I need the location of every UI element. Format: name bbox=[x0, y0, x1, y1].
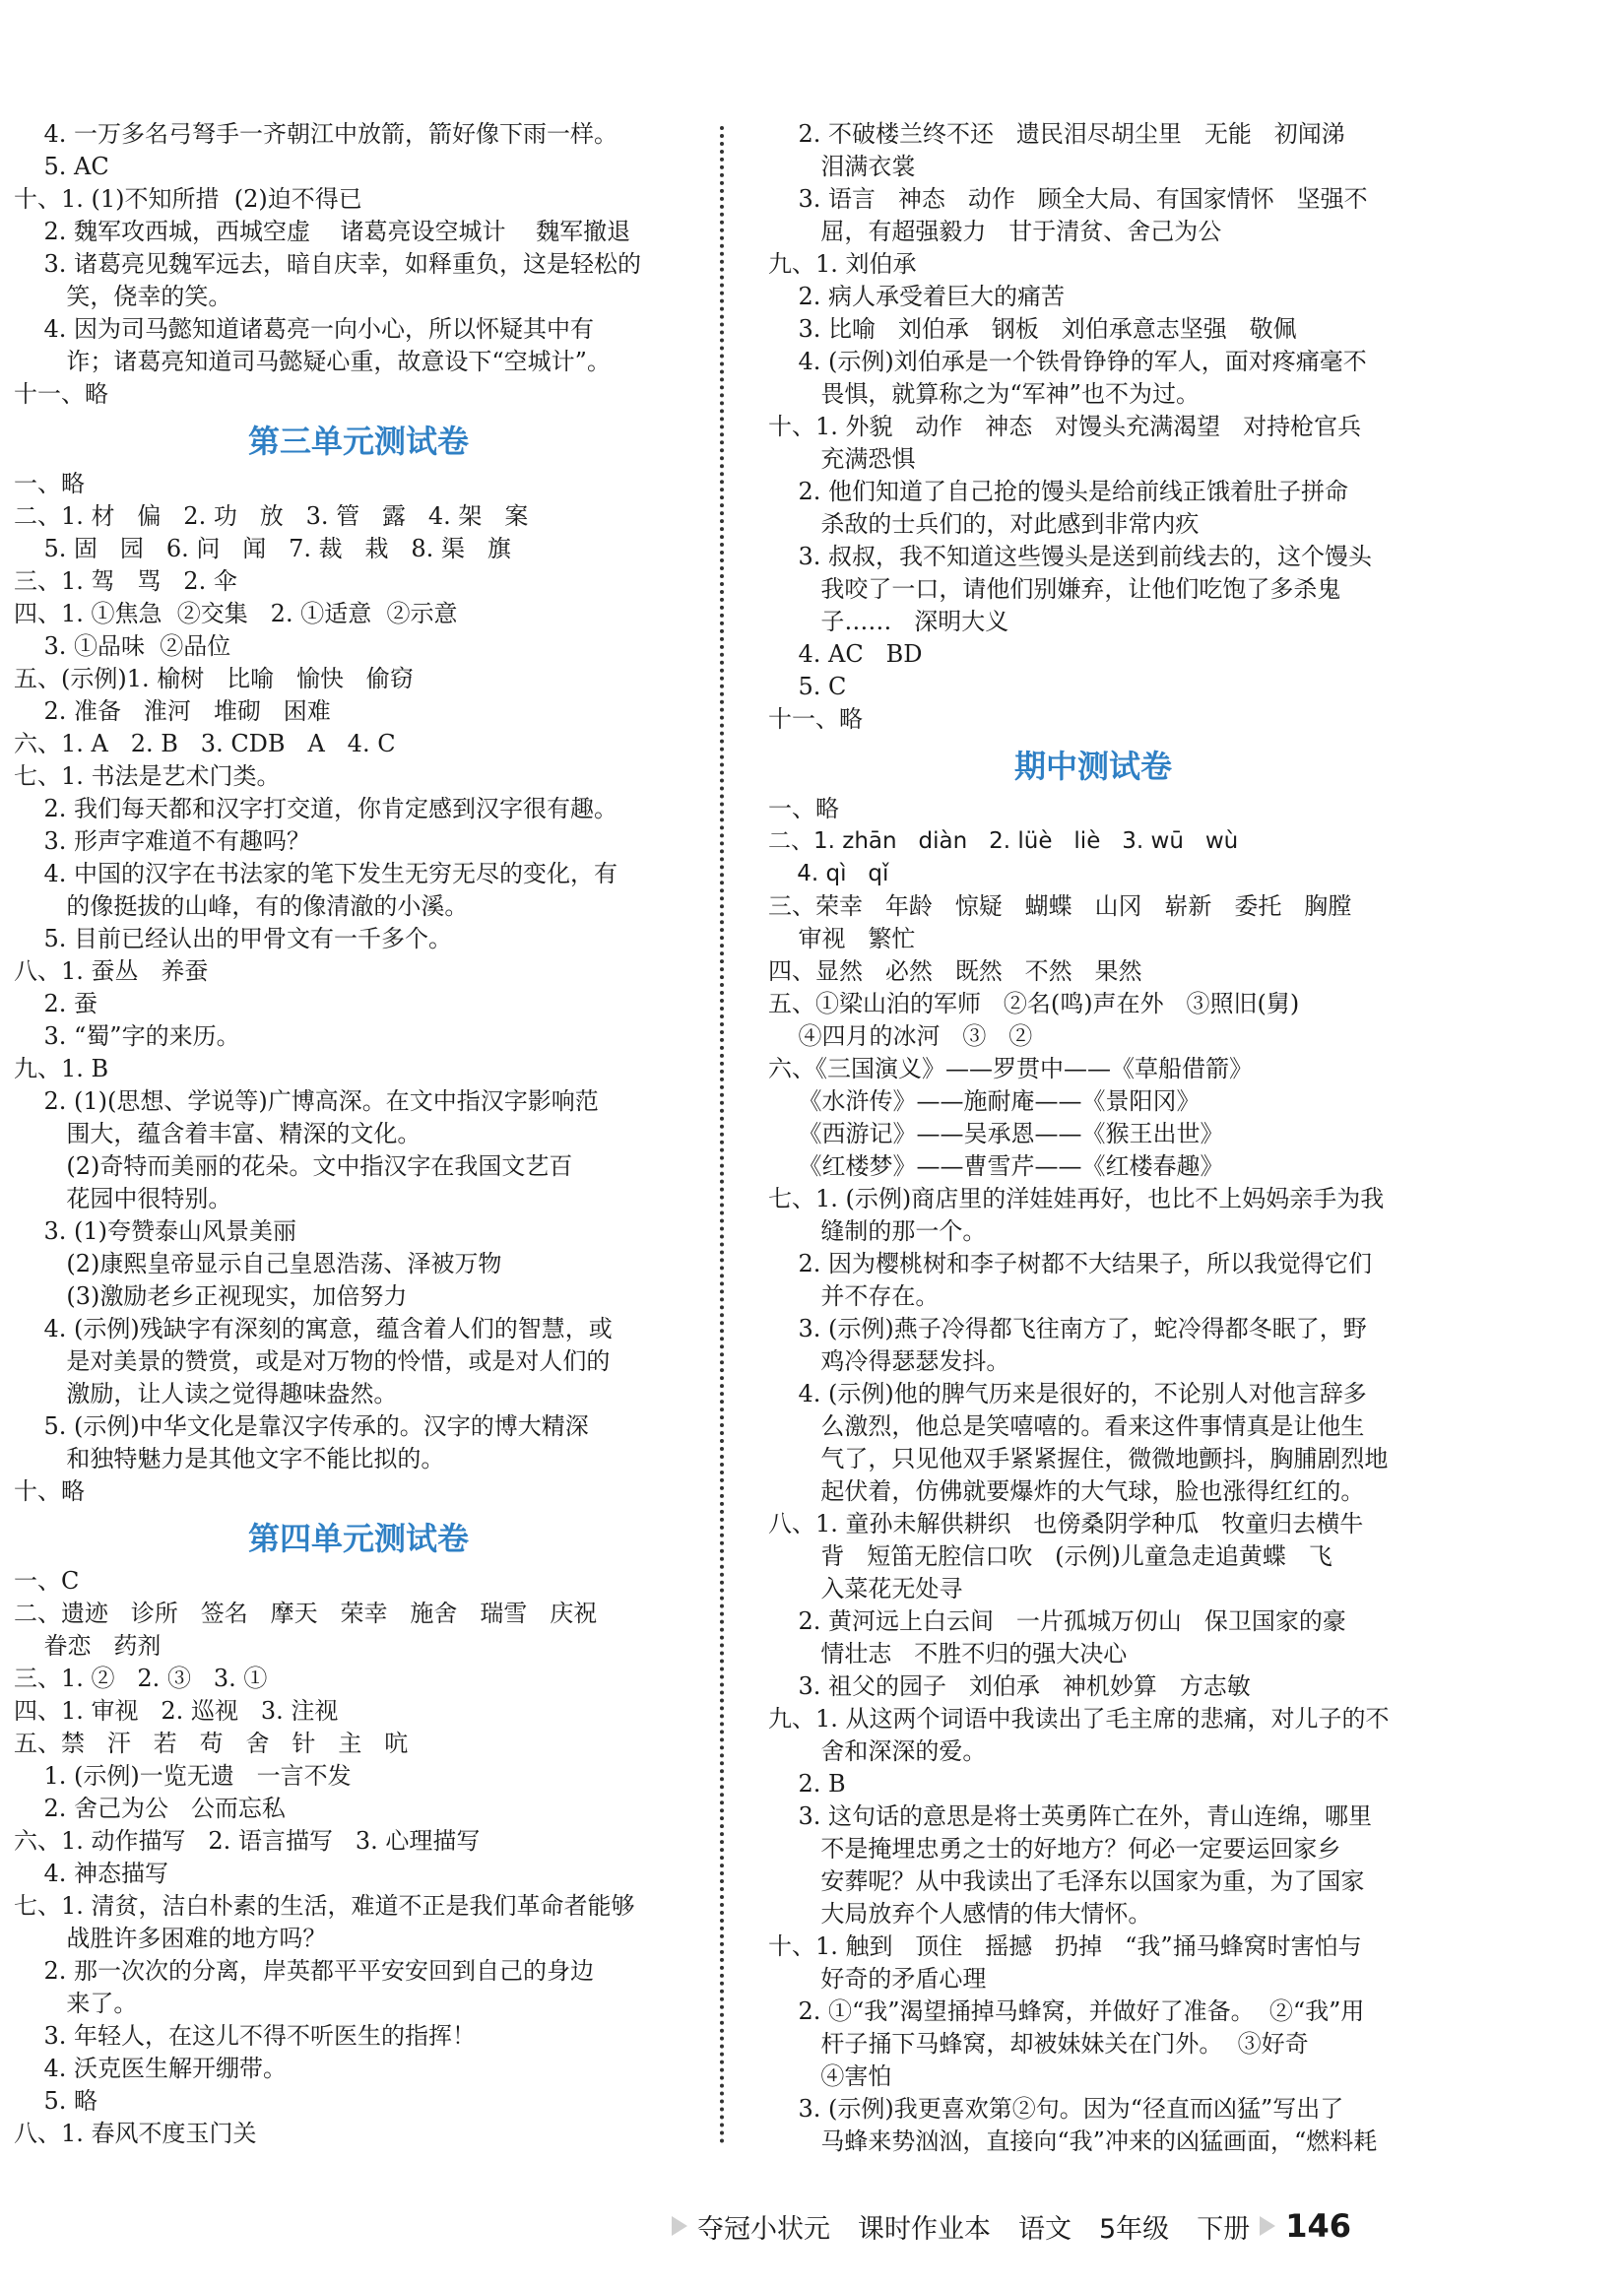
answer-line: 5. 目前已经认出的甲骨文有一千多个。 bbox=[14, 925, 453, 952]
answer-line: 3. 形声字难道不有趣吗？ bbox=[14, 827, 311, 855]
answer-line: 我咬了一口，请他们别嫌弃，让他们吃饱了多杀鬼 bbox=[768, 575, 1341, 603]
answer-line: 3. 这句话的意思是将士英勇阵亡在外，青山连绵，哪里 bbox=[768, 1802, 1373, 1830]
section-heading: 期中测试卷 bbox=[1013, 748, 1172, 785]
answer-line: (2)奇特而美丽的花朵。文中指汉字在我国文艺百 bbox=[14, 1152, 573, 1180]
answer-line: 并不存在。 bbox=[768, 1282, 940, 1310]
answer-line: 二、1. 材 偏 2. 功 放 3. 管 露 4. 架 案 bbox=[14, 502, 529, 530]
answer-line: 八、1. 童孙未解供耕织 也傍桑阴学种瓜 牧童归去横牛 bbox=[768, 1510, 1364, 1538]
answer-line: 九、1. B bbox=[14, 1055, 109, 1082]
answer-line: 3. 年轻人，在这儿不得不听医生的指挥！ bbox=[14, 2022, 477, 2050]
answer-line: 诈；诸葛亮知道司马懿疑心重，故意设下“空城计”。 bbox=[14, 348, 611, 375]
answer-line: 一、略 bbox=[14, 470, 85, 497]
answer-line: 4. 神态描写 bbox=[14, 1860, 169, 1887]
column-divider bbox=[720, 126, 724, 2145]
answer-line: 是对美景的赞赏，或是对万物的怜惜，或是对人们的 bbox=[14, 1347, 611, 1375]
answer-line: 4. (示例)残缺字有深刻的寓意，蕴含着人们的智慧，或 bbox=[14, 1315, 613, 1342]
answer-line: ④四月的冰河 ③ ② bbox=[768, 1022, 1033, 1050]
section-heading: 第四单元测试卷 bbox=[247, 1520, 469, 1557]
answer-line: 5. C bbox=[768, 673, 847, 700]
answer-line: 4. (示例)刘伯承是一个铁骨铮铮的军人，面对疼痛毫不 bbox=[768, 348, 1367, 375]
answer-line: 缝制的那一个。 bbox=[768, 1217, 987, 1245]
footer-volume: 下册 bbox=[1197, 2213, 1251, 2245]
arrow-icon bbox=[1260, 2216, 1275, 2236]
answer-line: 十、1. 触到 顶住 摇撼 扔掉 “我”捅马蜂窝时害怕与 bbox=[768, 1932, 1362, 1960]
footer-grade: 5年级 bbox=[1099, 2213, 1170, 2245]
answer-line: 3. (示例)燕子冷得都飞往南方了，蛇冷得都冬眠了，野 bbox=[768, 1315, 1367, 1342]
answer-line: 4. qì qǐ bbox=[768, 861, 889, 886]
answer-line: 3. ①品味 ②品位 bbox=[14, 632, 231, 660]
answer-line: 2. (1)(思想、学说等)广博高深。在文中指汉字影响范 bbox=[14, 1087, 599, 1115]
answer-line: (3)激励老乡正视现实，加倍努力 bbox=[14, 1282, 408, 1310]
answer-line: 一、C bbox=[14, 1567, 80, 1595]
answer-line: 十、1. (1)不知所措 (2)迫不得已 bbox=[14, 185, 362, 213]
answer-line: 九、1. 刘伯承 bbox=[768, 250, 917, 278]
answer-line: 屈，有超强毅力 甘于清贫、舍己为公 bbox=[768, 218, 1222, 245]
answer-line: 五、(示例)1. 榆树 比喻 愉快 偷窃 bbox=[14, 665, 414, 692]
answer-line: (2)康熙皇帝显示自己皇恩浩荡、泽被万物 bbox=[14, 1250, 502, 1277]
answer-line: 七、1. 清贫，洁白朴素的生活，难道不正是我们革命者能够 bbox=[14, 1892, 635, 1920]
answer-line: 舍和深深的爱。 bbox=[768, 1737, 987, 1765]
answer-line: 3. “蜀”字的来历。 bbox=[14, 1022, 240, 1050]
answer-line: 十、略 bbox=[14, 1477, 85, 1505]
answer-line: 四、显然 必然 既然 不然 果然 bbox=[768, 957, 1142, 985]
answer-line: 2. 魏军攻西城，西城空虚 诸葛亮设空城计 魏军撤退 bbox=[14, 218, 631, 245]
answer-line: 畏惧，就算称之为“军神”也不为过。 bbox=[768, 380, 1200, 408]
answer-line: 三、荣幸 年龄 惊疑 蝴蝶 山冈 崭新 委托 胸膛 bbox=[768, 892, 1352, 920]
answer-line: 2. ①“我”渴望捅掉马蜂窝，并做好了准备。 ②“我”用 bbox=[768, 1997, 1365, 2025]
answer-line: 十一、略 bbox=[768, 705, 863, 733]
answer-line: 子…… 深明大义 bbox=[768, 608, 1009, 635]
answer-line: 2. 舍己为公 公而忘私 bbox=[14, 1795, 286, 1822]
answer-line: 四、1. ①焦急 ②交集 2. ①适意 ②示意 bbox=[14, 600, 458, 627]
answer-line: 《水浒传》——施耐庵——《景阳冈》 bbox=[768, 1087, 1201, 1115]
answer-line: 六、1. 动作描写 2. 语言描写 3. 心理描写 bbox=[14, 1827, 481, 1855]
answer-line: 五、①梁山泊的军师 ②名(鸣)声在外 ③照旧(舅) bbox=[768, 990, 1300, 1017]
answer-line: 和独特魅力是其他文字不能比拟的。 bbox=[14, 1445, 445, 1472]
answer-line: 5. 固 园 6. 问 闻 7. 裁 栽 8. 渠 旗 bbox=[14, 535, 511, 562]
left-answer-column bbox=[14, 118, 703, 2150]
answer-line: 3. (示例)我更喜欢第②句。因为“径直而凶猛”写出了 bbox=[768, 2095, 1344, 2123]
answer-line: 2. 那一次次的分离，岸英都平平安安回到自己的身边 bbox=[14, 1957, 595, 1985]
answer-line: 3. 诸葛亮见魏军远去，暗自庆幸，如释重负，这是轻松的 bbox=[14, 250, 642, 278]
answer-line: 二、1. zhān diàn 2. lüè liè 3. wū wù bbox=[768, 828, 1239, 854]
footer-book: 课时作业本 bbox=[858, 2213, 991, 2245]
answer-line: 起伏着，仿佛就要爆炸的大气球，脸也涨得红红的。 bbox=[768, 1477, 1365, 1505]
answer-line: 3. 祖父的园子 刘伯承 神机妙算 方志敏 bbox=[768, 1672, 1251, 1700]
answer-line: 十、1. 外貌 动作 神态 对馒头充满渴望 对持枪官兵 bbox=[768, 413, 1362, 440]
answer-line: 马蜂来势汹汹，直接向“我”冲来的凶猛画面，“燃料耗 bbox=[768, 2127, 1378, 2155]
answer-line: 5. AC bbox=[14, 153, 109, 180]
answer-line: 三、1. ② 2. ③ 3. ① bbox=[14, 1665, 268, 1692]
answer-line: 笑，侥幸的笑。 bbox=[14, 283, 232, 310]
answer-line: 杀敌的士兵们的，对此感到非常内疚 bbox=[768, 510, 1200, 538]
arrow-icon bbox=[672, 2216, 687, 2236]
answer-line: 安葬呢？从中我读出了毛泽东以国家为重，为了国家 bbox=[768, 1867, 1365, 1895]
answer-line: 好奇的矛盾心理 bbox=[768, 1965, 987, 1993]
answer-line: 2. 准备 淮河 堆砌 困难 bbox=[14, 697, 331, 725]
answer-line: 2. 不破楼兰终不还 遗民泪尽胡尘里 无能 初闻涕 bbox=[768, 120, 1345, 148]
answer-line: 八、1. 春风不度玉门关 bbox=[14, 2120, 257, 2147]
answer-line: 九、1. 从这两个词语中我读出了毛主席的悲痛，对儿子的不 bbox=[768, 1705, 1390, 1733]
answer-line: 4. (示例)他的脾气历来是很好的，不论别人对他言辞多 bbox=[768, 1380, 1367, 1407]
answer-line: ④害怕 bbox=[768, 2062, 892, 2090]
footer-brand: 夺冠小状元 bbox=[697, 2213, 830, 2245]
answer-line: 气了，只见他双手紧紧握住，微微地颤抖，胸脯剧烈地 bbox=[768, 1445, 1389, 1472]
answer-line: 八、1. 蚕丛 养蚕 bbox=[14, 957, 209, 985]
answer-line: 5. 略 bbox=[14, 2087, 98, 2115]
answer-line: 4. 因为司马懿知道诸葛亮一向小心，所以怀疑其中有 bbox=[14, 315, 595, 343]
answer-line: 2. 蚕 bbox=[14, 990, 98, 1017]
answer-line: 3. (1)夸赞泰山风景美丽 bbox=[14, 1217, 297, 1245]
answer-line: 泪满衣裳 bbox=[768, 153, 916, 180]
answer-line: 杆子捅下马蜂窝，却被妹妹关在门外。 ③好奇 bbox=[768, 2030, 1309, 2058]
answer-line: 背 短笛无腔信口吹 (示例)儿童急走追黄蝶 飞 bbox=[768, 1542, 1332, 1570]
answer-line: 一、略 bbox=[768, 795, 839, 822]
answer-line: 鸡冷得瑟瑟发抖。 bbox=[768, 1347, 1010, 1375]
answer-line: 2. 病人承受着巨大的痛苦 bbox=[768, 283, 1066, 310]
answer-line: 眷恋 药剂 bbox=[14, 1632, 162, 1660]
answer-line: 2. 他们知道了自己抢的馒头是给前线正饿着肚子拼命 bbox=[768, 478, 1349, 505]
answer-line: 入菜花无处寻 bbox=[768, 1575, 963, 1603]
answer-line: 审视 繁忙 bbox=[768, 925, 916, 952]
answer-line: 《西游记》——吴承恩——《猴王出世》 bbox=[768, 1120, 1224, 1147]
answer-line: 二、遗迹 诊所 签名 摩天 荣幸 施舍 瑞雪 庆祝 bbox=[14, 1600, 598, 1627]
answer-line: 4. 中国的汉字在书法家的笔下发生无穷无尽的变化，有 bbox=[14, 860, 618, 887]
section-heading: 第三单元测试卷 bbox=[247, 423, 469, 460]
answer-line: 充满恐惧 bbox=[768, 445, 916, 473]
answer-line: 4. 一万多名弓弩手一齐朝江中放箭，箭好像下雨一样。 bbox=[14, 120, 618, 148]
right-answer-column bbox=[768, 118, 1418, 2158]
footer-subject: 语文 bbox=[1018, 2213, 1072, 2245]
answer-line: 4. AC BD bbox=[768, 640, 923, 668]
answer-line: 《红楼梦》——曹雪芹——《红楼春趣》 bbox=[768, 1152, 1224, 1180]
answer-line: 大局放弃个人感情的伟大情怀。 bbox=[768, 1900, 1152, 1928]
answer-line: 围大，蕴含着丰富、精深的文化。 bbox=[14, 1120, 422, 1147]
answer-line: 4. 沃克医生解开绷带。 bbox=[14, 2055, 288, 2082]
answer-line: 三、1. 驾 骂 2. 伞 bbox=[14, 567, 237, 595]
answer-line: 来了。 bbox=[14, 1990, 138, 2017]
answer-line: 1. (示例)一览无遗 一言不发 bbox=[14, 1762, 352, 1790]
answer-line: 的像挺拔的山峰，有的像清澈的小溪。 bbox=[14, 892, 469, 920]
answer-line: 2. 我们每天都和汉字打交道，你肯定感到汉字很有趣。 bbox=[14, 795, 618, 822]
answer-line: 2. 黄河远上白云间 一片孤城万仞山 保卫国家的豪 bbox=[768, 1607, 1346, 1635]
answer-line: 六、1. A 2. B 3. CDB A 4. C bbox=[14, 730, 396, 757]
answer-line: 3. 比喻 刘伯承 钢板 刘伯承意志坚强 敬佩 bbox=[768, 315, 1297, 343]
page-number: 146 bbox=[1285, 2207, 1351, 2245]
answer-line: 七、1. (示例)商店里的洋娃娃再好，也比不上妈妈亲手为我 bbox=[768, 1185, 1385, 1212]
answer-line: 五、禁 汗 若 苟 舍 针 主 吭 bbox=[14, 1730, 409, 1757]
answer-line: 不是掩埋忠勇之士的好地方？何必一定要运回家乡 bbox=[768, 1835, 1341, 1863]
answer-line: 花园中很特别。 bbox=[14, 1185, 232, 1212]
answer-line: 情壮志 不胜不归的强大决心 bbox=[768, 1640, 1128, 1668]
answer-line: 四、1. 审视 2. 巡视 3. 注视 bbox=[14, 1697, 339, 1725]
answer-line: 2. B bbox=[768, 1770, 846, 1798]
answer-line: 3. 叔叔，我不知道这些馒头是送到前线去的，这个馒头 bbox=[768, 543, 1373, 570]
answer-line: 激励，让人读之觉得趣味盎然。 bbox=[14, 1380, 398, 1407]
answer-line: 2. 因为樱桃树和李子树都不大结果子，所以我觉得它们 bbox=[768, 1250, 1373, 1277]
answer-line: 六、《三国演义》——罗贯中——《草船借箭》 bbox=[768, 1055, 1253, 1082]
answer-line: 么激烈，他总是笑嘻嘻的。看来这件事情真是让他生 bbox=[768, 1412, 1365, 1440]
answer-line: 七、1. 书法是艺术门类。 bbox=[14, 762, 281, 790]
page-footer bbox=[662, 2196, 1371, 2256]
answer-line: 5. (示例)中华文化是靠汉字传承的。汉字的博大精深 bbox=[14, 1412, 589, 1440]
answer-line: 战胜许多困难的地方吗？ bbox=[14, 1925, 327, 1952]
answer-line: 十一、略 bbox=[14, 380, 108, 408]
answer-line: 3. 语言 神态 动作 顾全大局、有国家情怀 坚强不 bbox=[768, 185, 1368, 213]
